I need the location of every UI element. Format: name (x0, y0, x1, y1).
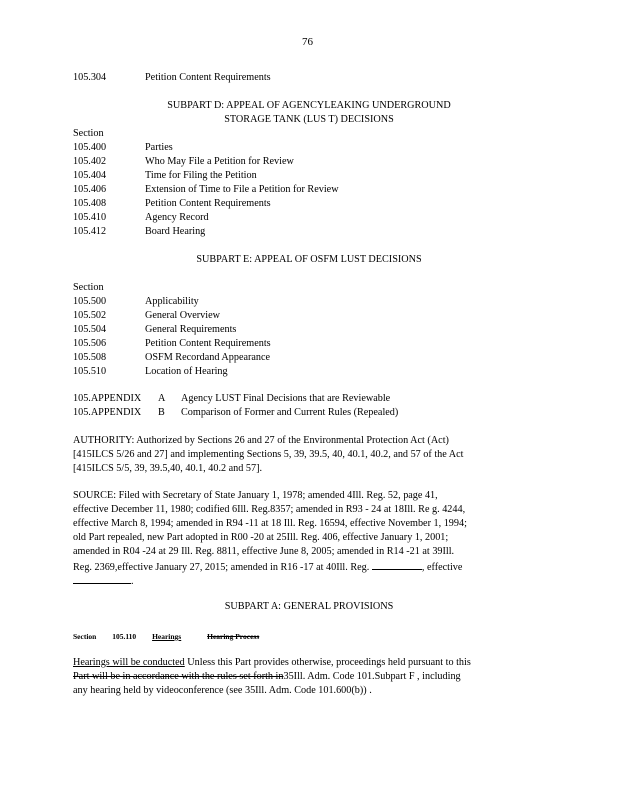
toc-title: Petition Content Requirements (145, 72, 271, 83)
body-line (73, 657, 471, 668)
subpart-e-heading: SUBPART E: APPEAL OF OSFM LUST DECISIONS (196, 254, 422, 265)
body-line (73, 671, 461, 682)
toc-number: 105.410 (73, 212, 107, 223)
toc-row (0, 366, 618, 379)
toc-title: Time for Filing the Petition (145, 170, 257, 181)
appendix-letter: B (158, 407, 165, 418)
page-number: 76 (302, 36, 313, 48)
deleted-text: Part will be in accordance with the rules set forth in (73, 671, 284, 682)
authority-line: AUTHORITY: Authorized by Sections 26 and 27 of the Environmental Protection Act (Act) (73, 435, 449, 446)
toc-title: Board Hearing (145, 226, 206, 237)
toc-number: 105.408 (73, 198, 107, 209)
toc-row (0, 142, 618, 155)
appendix-label: 105.APPENDIX (73, 393, 142, 404)
toc-title: Petition Content Requirements (145, 198, 271, 209)
toc-number: 105.510 (73, 366, 107, 377)
toc-row (0, 156, 618, 169)
section-heading (73, 632, 259, 641)
source-line (73, 574, 134, 587)
toc-row (0, 226, 618, 239)
toc-title: Location of Hearing (145, 366, 228, 377)
toc-title: Applicability (145, 296, 199, 307)
toc-row (0, 184, 618, 197)
appendix-title: Agency LUST Final Decisions that are Reviewable (181, 393, 391, 404)
appendix-row (0, 393, 618, 406)
source-text: Reg. 2369,effective January 27, 2015; amended in R16 -17 at 40Ill. Reg. (73, 562, 370, 573)
toc-row (0, 324, 618, 337)
inserted-title: Hearings (152, 632, 182, 641)
register-blank (372, 560, 422, 570)
toc-number: 105.406 (73, 184, 107, 195)
toc-number: 105.504 (73, 324, 107, 335)
toc-entry (0, 72, 618, 85)
effective-date-blank (73, 574, 131, 584)
source-text: , effective (421, 562, 463, 573)
section-label: Section (73, 282, 104, 293)
toc-row (0, 212, 618, 225)
body-text: Unless this Part provides otherwise, proceedings held pursuant to this (184, 657, 471, 668)
toc-title: Agency Record (145, 212, 209, 223)
source-line: effective March 8, 1994; amended in R94 -11 at 18 Ill. Reg. 16594, effective November 1, 1994; (73, 518, 467, 529)
subpart-a-heading: SUBPART A: GENERAL PROVISIONS (224, 601, 394, 612)
source-text: . (131, 576, 134, 587)
source-line: effective December 11, 1980; codified 6Ill. Reg.8357; amended in R93 - 24 at 18Ill. Re g. 4244, (73, 504, 466, 515)
toc-number: 105.400 (73, 142, 107, 153)
appendix-letter: A (158, 393, 166, 404)
toc-title: Extension of Time to File a Petition for Review (145, 184, 339, 195)
toc-number: 105.304 (73, 72, 107, 83)
authority-line: [415ILCS 5/5, 39, 39.5,40, 40.1, 40.2 and 57]. (73, 463, 263, 474)
subpart-d-heading-line2: STORAGE TANK (LUS T) DECISIONS (224, 114, 394, 125)
toc-number: 105.412 (73, 226, 107, 237)
inserted-text: Hearings will be conducted (73, 657, 185, 668)
toc-row (0, 310, 618, 323)
toc-number: 105.404 (73, 170, 107, 181)
body-text: 35Ill. Adm. Code 101.Subpart F , including (283, 671, 461, 682)
source-line: old Part repealed, new Part adopted in R00 -20 at 25Ill. Reg. 406, effective January 1, 2001; (73, 532, 449, 543)
toc-title: Parties (145, 142, 173, 153)
section-label: Section (73, 128, 104, 139)
section-heading-label: Section (73, 632, 97, 641)
deleted-title: Hearing Process (207, 632, 260, 641)
toc-row (0, 296, 618, 309)
source-line: SOURCE: Filed with Secretary of State January 1, 1978; amended 4Ill. Reg. 52, page 41, (73, 490, 438, 501)
authority-line: [415ILCS 5/26 and 27] and implementing Sections 5, 39, 39.5, 40, 40.1, 40.2, and 57 of the Act (73, 449, 464, 460)
toc-row (0, 198, 618, 211)
toc-title: Who May File a Petition for Review (145, 156, 294, 167)
toc-title: General Requirements (145, 324, 237, 335)
toc-row (0, 338, 618, 351)
toc-number: 105.508 (73, 352, 107, 363)
toc-title: General Overview (145, 310, 220, 321)
toc-title: OSFM Recordand Appearance (145, 352, 271, 363)
body-line: any hearing held by videoconference (see 35Ill. Adm. Code 101.600(b)) . (73, 685, 372, 696)
toc-title: Petition Content Requirements (145, 338, 271, 349)
toc-number: 105.506 (73, 338, 107, 349)
appendix-title: Comparison of Former and Current Rules (Repealed) (181, 407, 399, 418)
source-line (73, 560, 462, 573)
appendix-row (0, 407, 618, 420)
toc-number: 105.402 (73, 156, 107, 167)
section-heading-number: 105.110 (112, 632, 137, 641)
toc-number: 105.502 (73, 310, 107, 321)
subpart-d-heading-line1: SUBPART D: APPEAL OF AGENCYLEAKING UNDERGROUND (167, 100, 451, 111)
appendix-label: 105.APPENDIX (73, 407, 142, 418)
source-line: amended in R04 -24 at 29 Ill. Reg. 8811, effective June 8, 2005; amended in R14 -21 at 39Ill. (73, 546, 455, 557)
toc-row (0, 352, 618, 365)
toc-number: 105.500 (73, 296, 107, 307)
toc-row (0, 170, 618, 183)
